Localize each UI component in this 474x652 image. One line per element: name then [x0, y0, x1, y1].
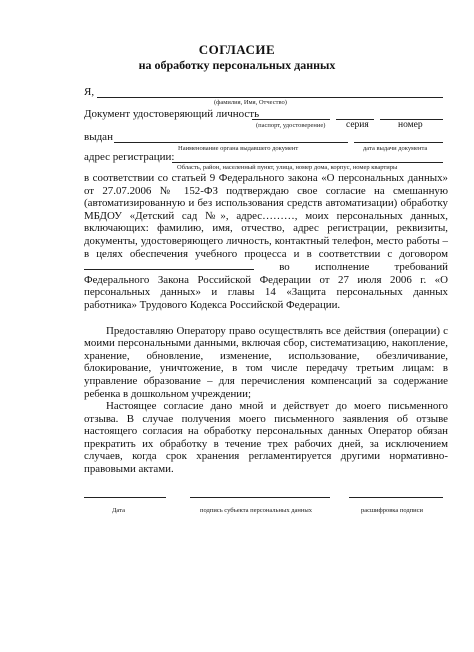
consent-body — [84, 172, 448, 476]
contract-field[interactable] — [84, 260, 254, 270]
document-subtitle: на обработку персональных данных — [138, 58, 336, 72]
consent-paragraph-2: Предоставляю Оператору право осуществлять все действия (операции) с моими персональными данными, включая сбор, систематизацию, накопление, хранение, обновление, изменение, использование, обезличивание, блокирование, уничтожение, в том числе передачу третьим лицам: в управление образование – для перечисления компенсаций за содержание ребенка в дошкольном учреждении; — [84, 324, 448, 400]
nomer-caption: номер — [398, 120, 423, 130]
para1-start: в соответствии со статьей 9 Федерального закона «О персональных данных» от 27.07.2006 № 152-ФЗ подтверждаю свое согласие на смешанную (автоматизированную и без использования средств автоматизации) обработку МБДОУ «Детский сад №», адрес………, моих персональных данных, включающих: фамилию, имя, отчество, адрес регистрации, реквизиты, документы, удостоверяющего личность, контактный телефон, место работы – в целях обеспечения учебного процесса и в соответствии с договором — [84, 172, 448, 260]
seria-caption: серия — [346, 120, 369, 130]
address-field[interactable] — [172, 162, 443, 163]
issuer-field[interactable] — [114, 142, 348, 143]
address-caption: Область, район, населенный пункт, улица, номер дома, корпус, номер квартиры — [177, 164, 398, 171]
ya-label: Я, — [84, 86, 95, 98]
doc-label: Документ удостоверяющий личность — [84, 108, 260, 120]
para1-tail: во исполнение требований Федерального Закона Российской Федерации от 27 июля 2006 г. «О персональных данных» и главы 14 «Защита персональных данных работника» Трудового Кодекса Российской Федерации. — [84, 261, 448, 311]
issue-date-field[interactable] — [354, 142, 443, 143]
consent-paragraph-3: Настоящее согласие дано мной и действует до моего письменного отзыва. В случае получения моего письменного заявления об отзыве настоящего согласия на обработку персональных данных Оператор обязан прекратить их обработку в течение трех рабочих дней, за исключением случаев, когда срок хранения регламентируется другими нормативно-правовыми актами. — [84, 400, 448, 476]
consent-paragraph-1 — [84, 172, 448, 312]
decode-caption: расшифровка подписи — [361, 507, 424, 514]
decode-signature-line[interactable] — [349, 497, 443, 498]
subject-signature-line[interactable] — [190, 497, 330, 498]
address-label: адрес регистрации: — [84, 151, 175, 163]
date-signature-line[interactable] — [84, 497, 166, 498]
organ-caption: Наименование органа выдавшего документ — [178, 145, 299, 152]
doc-type-field[interactable] — [252, 119, 330, 120]
document-title: СОГЛАСИЕ — [198, 42, 276, 57]
fio-field[interactable] — [97, 97, 443, 98]
fio-caption: (фамилия, Имя, Отчество) — [214, 99, 287, 106]
sign-caption: подпись субъекта персональных данных — [200, 507, 313, 514]
date-caption: Дата — [112, 507, 125, 514]
vydan-label: выдан — [84, 131, 113, 143]
issue-date-caption: дата выдачи документа — [363, 145, 428, 152]
passport-caption: (паспорт, удостоверение) — [256, 122, 326, 129]
